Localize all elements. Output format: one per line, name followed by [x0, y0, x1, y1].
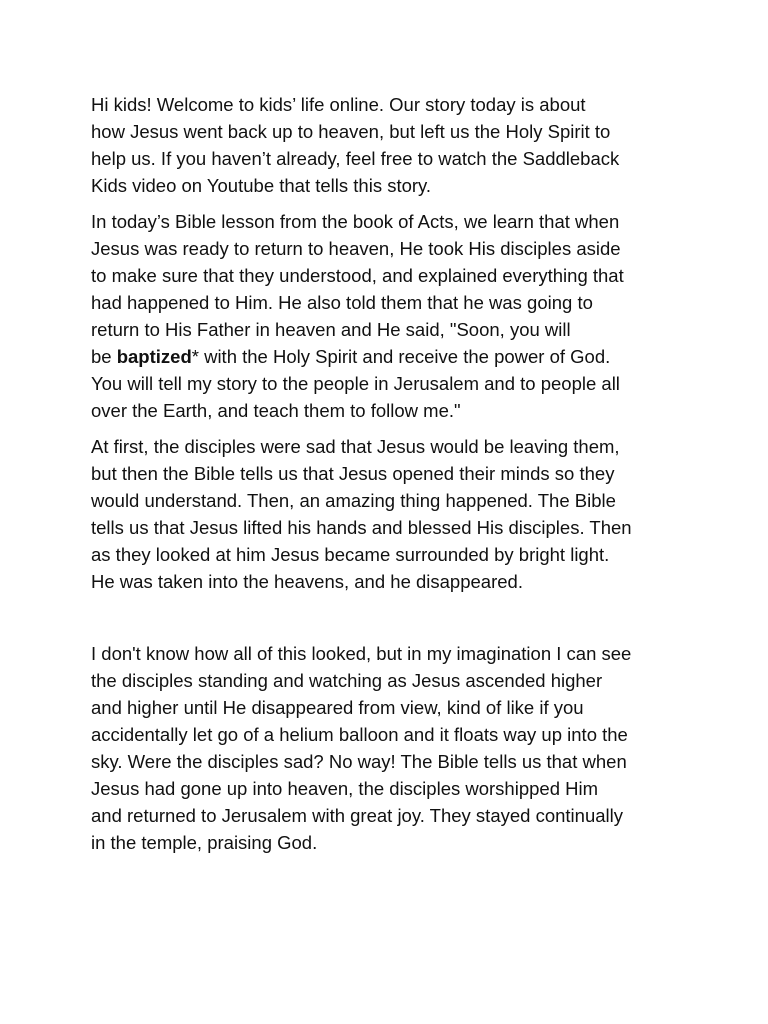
paragraph-ascension: At first, the disciples were sad that Jesus would be leaving them, but then the Bible tells us that Jesus opened their minds so they would understand. Then, an amazing thing happened. The Bible tells us that Jesus lifted his hands and blessed His disciples. Then as they looked at him Jesus became surrounded by bright light. He was taken into the heavens, and he disappeared. — [91, 436, 632, 592]
paragraph-imagination: I don't know how all of this looked, but in my imagination I can see the disciples standing and watching as Jesus ascended higher and higher until He disappeared from view, kind of like if you accidentally let go of a helium balloon and it floats way up into the sky. Were the disciples sad? No way! The Bible tells us that when Jesus had gone up into heaven, the disciples worshipped Him and returned to Jerusalem with great joy. They stayed continually in the temple, praising God. — [91, 643, 632, 853]
document-body — [91, 91, 691, 865]
paragraph-bible-lesson-end: * with the Holy Spirit and receive the power of God. You will tell my story to the people in Jerusalem and to people all over the Earth, and teach them to follow me." — [91, 346, 620, 421]
paragraph-bible-lesson-start: In today’s Bible lesson from the book of Acts, we learn that when Jesus was ready to return to heaven, He took His disciples aside to make sure that they understood, and explained everything that had happened to Him. He also told them that he was going to return to His Father in heaven and He said, "Soon, you will be — [91, 211, 624, 367]
baptized-bold-word: baptized — [116, 346, 192, 367]
paragraph-welcome: Hi kids! Welcome to kids’ life online. Our story today is about how Jesus went back up to heaven, but left us the Holy Spirit to help us. If you haven’t already, feel free to watch the Saddleback Kids video on Youtube that tells this story. — [91, 94, 620, 196]
paragraph-bible-lesson — [91, 208, 691, 424]
